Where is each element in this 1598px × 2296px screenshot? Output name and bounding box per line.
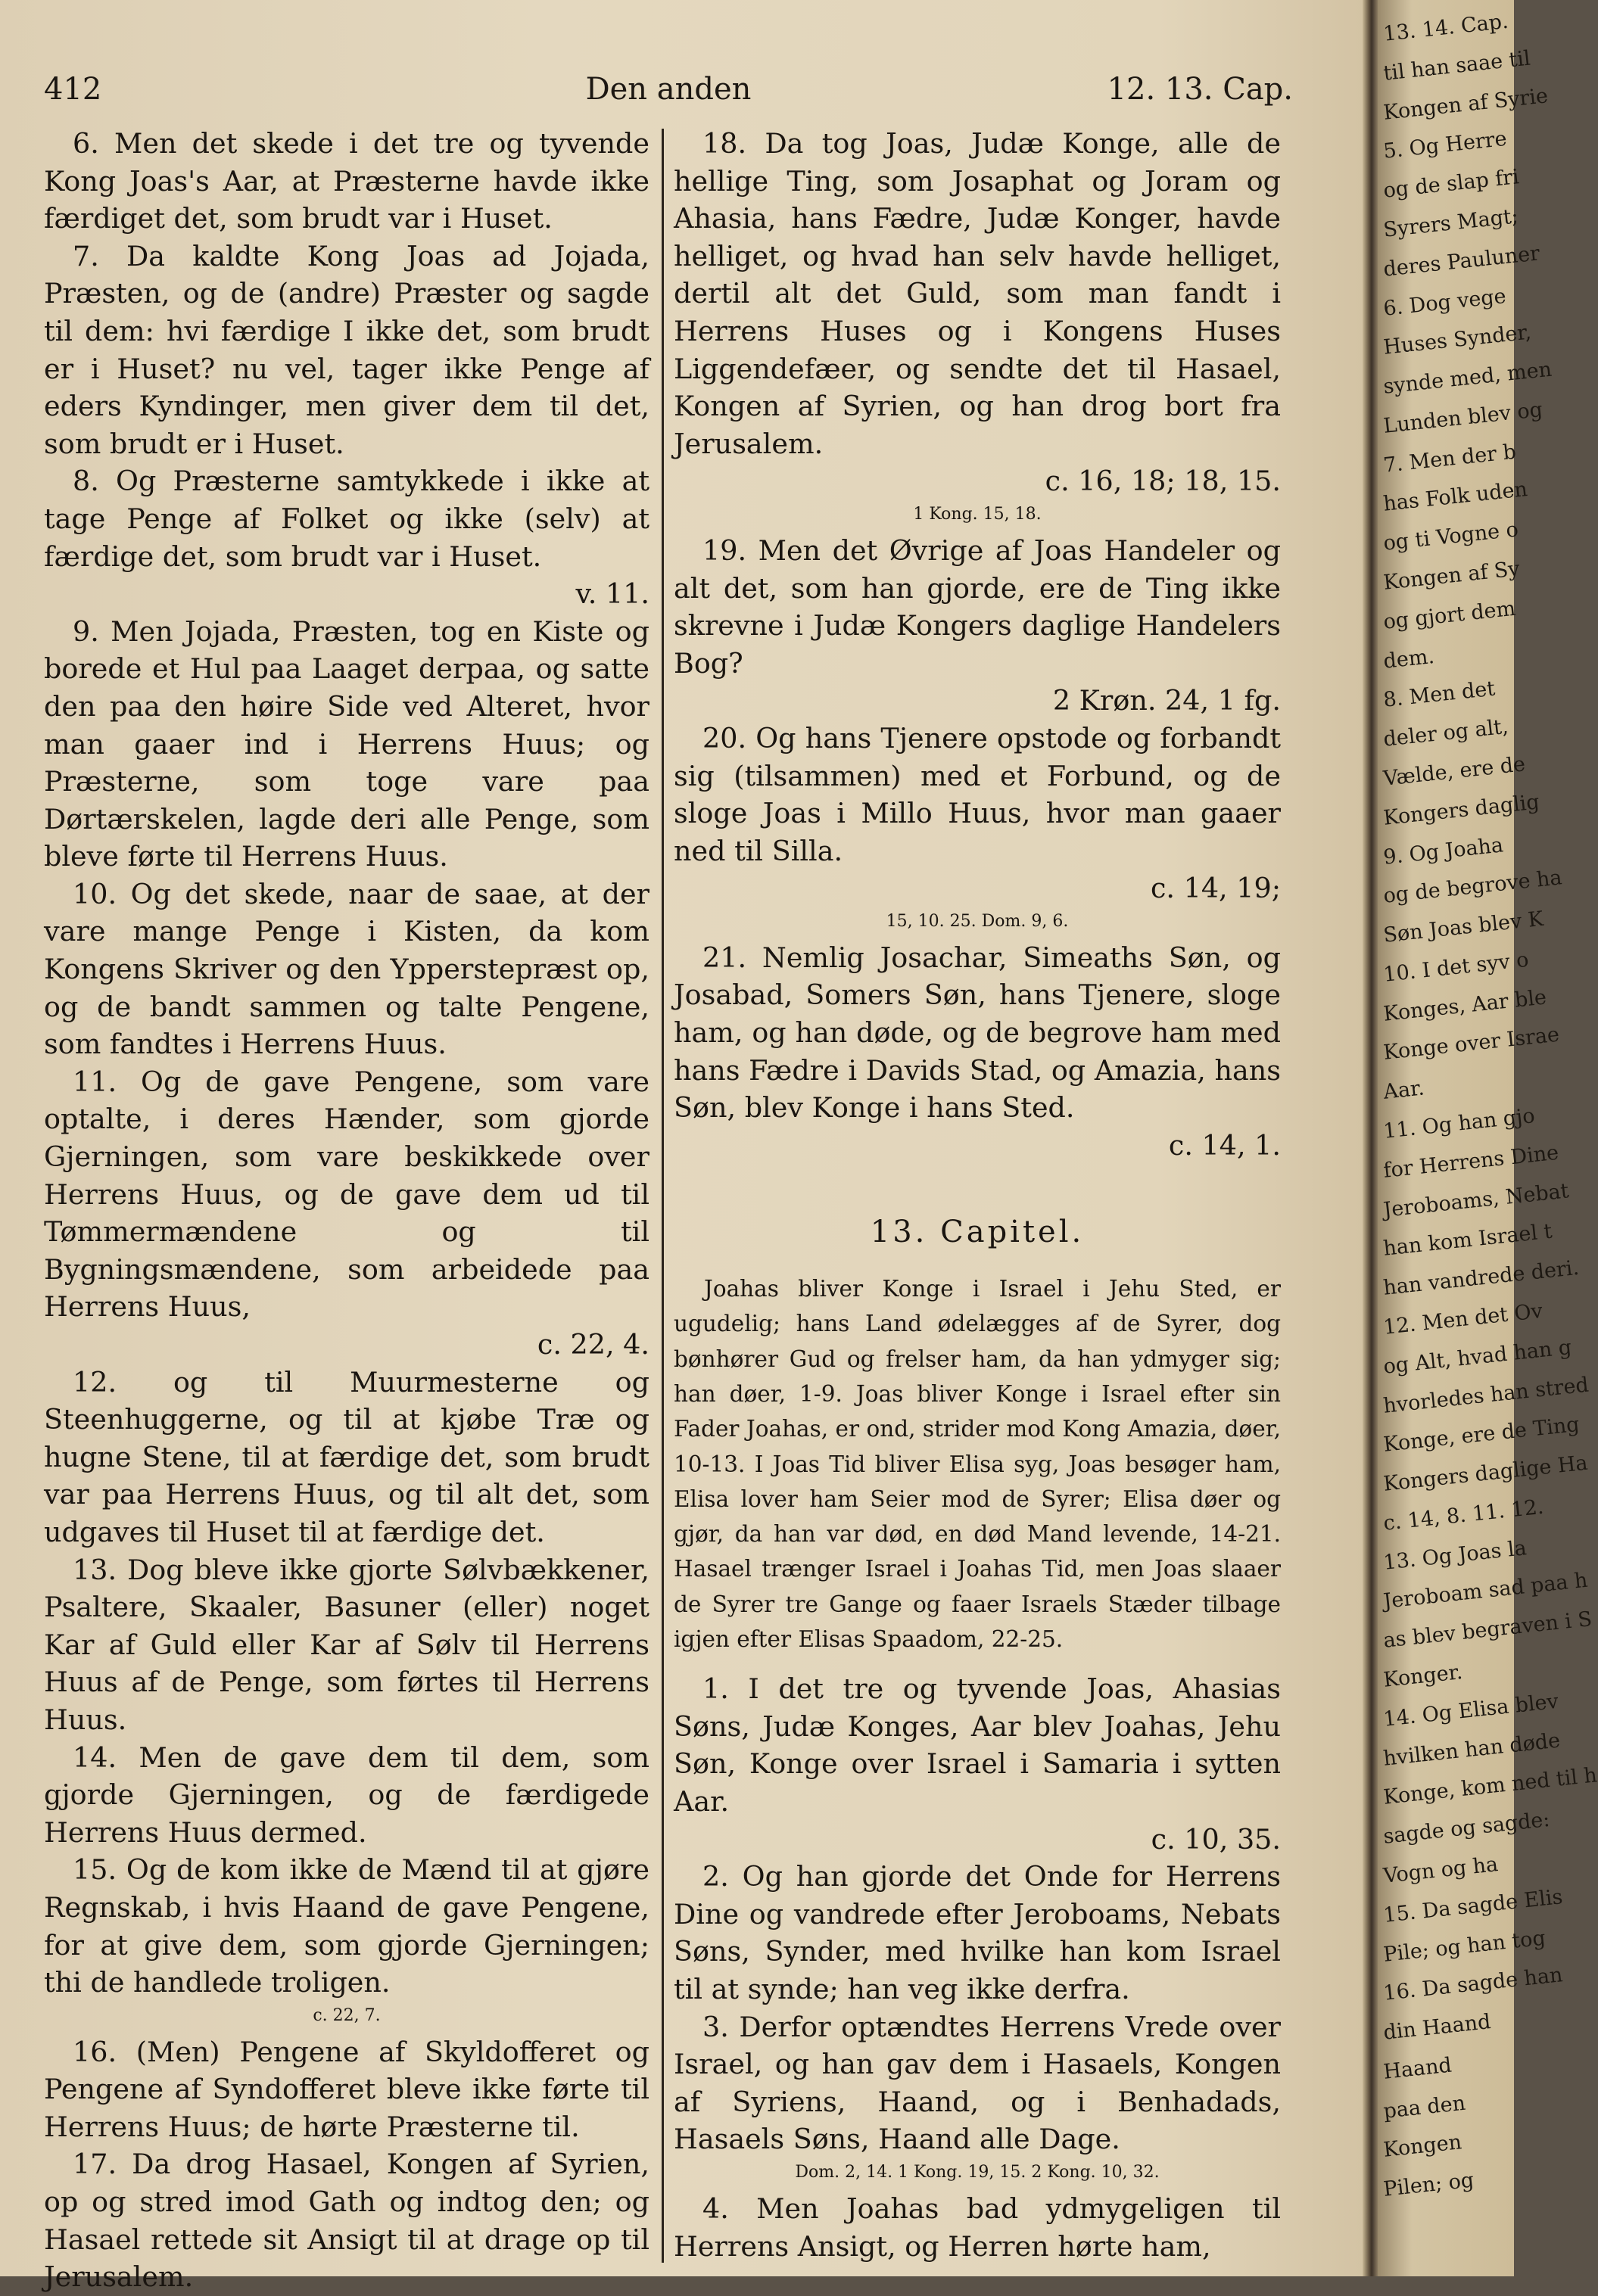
facing-page-fragment: han vandrede deri. (1382, 1256, 1581, 1300)
running-title: Den anden (585, 72, 752, 107)
facing-page-fragment: Kongen af Syrie (1382, 83, 1550, 125)
facing-page-fragment: sagde og sagde: (1382, 1808, 1551, 1849)
facing-page-fragment: Vogn og ha (1382, 1853, 1500, 1888)
facing-page-fragment: 5. Og Herre (1382, 127, 1509, 164)
facing-page-fragment: din Haand (1382, 2010, 1492, 2045)
facing-page-fragment: og ti Vogne o (1382, 518, 1520, 556)
footnote-reference: 15, 10. 25. Dom. 9, 6. (886, 911, 1069, 931)
verse: 15. Og de kom ikke de Mænd til at gjøre Regnskab, i hvis Haand de gave Pengene, for at give dem, som gjorde Gjerningen; thi de handlede troligen. (44, 1853, 649, 1999)
facing-page-fragment: 9. Og Joaha (1382, 832, 1505, 870)
facing-page-fragment: Haand (1382, 2053, 1453, 2084)
right-column-verses-ch12 (674, 125, 1281, 1164)
facing-page-edge (1378, 0, 1598, 2276)
verse: 13. Dog bleve ikke gjorte Sølvbækkener, Psaltere, Skaaler, Basuner (eller) noget Kar af Guld eller Kar af Sølv til Herrens Huus af de Penge, som førtes til Herrens Huus. (44, 1553, 649, 1736)
footnote-reference: Dom. 2, 14. 1 Kong. 19, 15. 2 Kong. 10, 32. (795, 2163, 1160, 2182)
facing-page-fragment: hvorledes han stred (1382, 1373, 1590, 1418)
verse: 14. Men de gave dem til dem, som gjorde Gjerningen, og de færdigede Herrens Huus dermed. (44, 1741, 649, 1849)
cross-reference: c. 16, 18; 18, 15. (1045, 465, 1281, 498)
footnote-reference: c. 22, 7. (313, 2005, 381, 2025)
facing-page-fragment: 16. Da sagde han (1382, 1963, 1564, 2006)
facing-page-fragment: Jeroboams, Nebat (1382, 1178, 1570, 1222)
verse: 12. og til Muurmesterne og Steenhuggerne, og til at kjøbe Træ og hugne Stene, til at færdige det, som brudt var paa Herrens Huus, og til alt det, som udgaves til Huset til at færdige det. (44, 1365, 649, 1548)
facing-page-fragment: deler og alt, (1382, 714, 1509, 751)
right-column-verses-ch13 (674, 1670, 1281, 2265)
verse: 10. Og det skede, naar de saae, at der vare mange Penge i Kisten, da kom Kongens Skriver og den Ypperstepræst op, og de bandt sammen og talte Pengene, som fandtes i Herrens Huus. (44, 877, 649, 1061)
facing-page-fragment: Konge, kom ned til h (1382, 1763, 1598, 1810)
cross-reference: c. 14, 19; (1150, 872, 1281, 905)
column-divider (662, 129, 664, 2263)
facing-page-fragment: Konge, ere de Ting (1382, 1413, 1581, 1458)
facing-page-fragment: for Herrens Dine (1382, 1140, 1560, 1183)
facing-page-fragment: Vælde, ere de (1382, 752, 1527, 791)
facing-page-fragment: 8. Men det (1382, 677, 1497, 713)
facing-page-fragment: Huses Synder, (1382, 320, 1533, 360)
facing-page-fragment: 14. Og Elisa blev (1382, 1689, 1560, 1731)
facing-page-fragment: 11. Og han gjo (1382, 1103, 1537, 1143)
facing-page-fragment: 6. Dog vege (1382, 284, 1507, 321)
verse: 7. Da kaldte Kong Joas ad Jojada, Præsten, og de (andre) Præster og sagde til dem: hvi færdige I ikke det, som brudt er i Huset? nu vel, tager ikke Penge af eders Kyndinger, men giver dem til det, som brudt er i Huset. (44, 239, 649, 460)
facing-page-fragment: til han saae til (1382, 46, 1532, 86)
verse: 1. I det tre og tyvende Joas, Ahasias Søns, Judæ Konges, Aar blev Joahas, Jehu Søn, Konge over Israel i Samaria i sytten Aar. (674, 1672, 1281, 1818)
facing-page-fragment: Konger. (1382, 1660, 1464, 1692)
facing-page-fragment: Konge over Israe (1382, 1023, 1561, 1066)
facing-page-fragment: Kongers daglige Ha (1382, 1451, 1589, 1496)
chapter-summary: Joahas bliver Konge i Israel i Jehu Sted, er ugudelig; hans Land ødelægges af de Syrer, dog bønhører Gud og frelser ham, da han ydmyger sig; han døer, 1-9. Joas bliver Konge i Israel efter sin Fader Joahas, er ond, strider mod Kong Amazia, døer, 10-13. I Joas Tid bliver Elisa syg, Joas besøger ham, Elisa lover ham Seier mod de Syrer; Elisa døer og gjør, da han var død, en død Mand levende, 14-21. Hasael trænger Israel i Joahas Tid, men Joas slaaer de Syrer tre Gange og faaer Israels Stæder tilbage igjen efter Elisas Spaadom, 22-25. (674, 1276, 1282, 1652)
verse: 20. Og hans Tjenere opstode og forbandt sig (tilsammen) med et Forbund, og de sloge Joas i Millo Huus, hvor man gaaer ned til Silla. (674, 721, 1281, 867)
cross-reference: c. 14, 1. (1168, 1128, 1281, 1162)
facing-page-fragment: Jeroboam sad paa h (1382, 1569, 1589, 1614)
facing-page-fragment: 13. 14. Cap. (1382, 9, 1510, 46)
book-gutter (1363, 0, 1378, 2276)
verse: 6. Men det skede i det tre og tyvende Kong Joas's Aar, at Præsterne havde ikke færdiget det, som brudt var i Huset. (44, 127, 649, 235)
facing-page-fragment: Syrers Magt; (1382, 204, 1520, 242)
cross-reference: v. 11. (575, 577, 649, 611)
facing-page-fragment: og de begrove ha (1382, 866, 1563, 909)
facing-page-fragment: Pile; og han tog (1382, 1926, 1547, 1967)
facing-page-fragment: Kongers daglig (1382, 790, 1541, 830)
facing-page-fragment: og de slap fri (1382, 165, 1521, 203)
facing-page-fragment: 7. Men der b (1382, 440, 1518, 478)
verse: 11. Og de gave Pengene, som vare optalte, i deres Hænder, som gjorde Gjerningen, som vare beskikkede over Herrens Huus, og de gave dem ud til Tømmermændene og til Bygningsmændene, som arbeidede paa Herrens Huus, (44, 1065, 649, 1324)
facing-page-fragment: han kom Israel t (1382, 1219, 1553, 1262)
facing-page-fragment: synde med, men (1382, 357, 1553, 399)
facing-page-fragment: has Folk uden (1382, 478, 1529, 517)
chapter-range: 12. 13. Cap. (1107, 72, 1293, 107)
facing-page-fragment: c. 14, 8. 11. 12. (1382, 1495, 1545, 1535)
verse: 19. Men det Øvrige af Joas Handeler og alt det, som han gjorde, ere de Ting ikke skrevne i Judæ Kongers daglige Handelers Bog? (674, 534, 1281, 680)
facing-page-fragment: deres Pauluner (1382, 241, 1541, 282)
facing-page-fragment: Søn Joas blev K (1382, 907, 1545, 947)
facing-page-fragment: 13. Og Joas la (1382, 1535, 1528, 1575)
cross-reference: 2 Krøn. 24, 1 fg. (1052, 684, 1281, 717)
verse: 21. Nemlig Josachar, Simeaths Søn, og Josabad, Somers Søn, hans Tjenere, sloge ham, og han døde, og de begrove ham med hans Fædre i Davids Stad, og Amazia, hans Søn, blev Konge i hans Sted. (674, 941, 1281, 1125)
verse: 4. Men Joahas bad ydmygeligen til Herrens Ansigt, og Herren hørte ham, (674, 2192, 1281, 2263)
facing-page-fragment: hvilken han døde (1382, 1728, 1562, 1771)
left-column (44, 125, 649, 2296)
running-header (44, 72, 1293, 125)
page-number: 412 (44, 72, 102, 107)
facing-page-fragment: dem. (1382, 644, 1436, 674)
facing-page-fragment: og gjort dem (1382, 596, 1517, 634)
facing-page-fragment: Lunden blev og (1382, 397, 1544, 438)
verse: 8. Og Præsterne samtykkede i ikke at tage Penge af Folket og ikke (selv) at færdige det, som brudt var i Huset. (44, 465, 649, 573)
facing-page-fragment: paa den (1382, 2091, 1467, 2123)
verse: 18. Da tog Joas, Judæ Konge, alle de hellige Ting, som Josaphat og Joram og Ahasia, hans Fædre, Judæ Konger, havde helliget, og hvad han selv havde helliget, dertil alt det Guld, som man fandt i Herrens Huses og i Kongens Huses Liggendefæer, og sendte det til Hasael, Kongen af Syrien, og han drog bort fra Jerusalem. (674, 127, 1281, 460)
facing-page-fragment: Konges, Aar ble (1382, 985, 1548, 1026)
verse: 3. Derfor optændtes Herrens Vrede over Israel, og han gav dem i Hasaels, Kongen af Syriens, Haand, og i Benhadads, Hasaels Søns, Haand alle Dage. (674, 2010, 1281, 2156)
facing-page-fragment: 15. Da sagde Elis (1382, 1884, 1564, 1927)
verse: 9. Men Jojada, Præsten, tog en Kiste og borede et Hul paa Laaget derpaa, og satte den paa den høire Side ved Alteret, hvor man gaaer ind i Herrens Huus; og Præsterne, som toge vare paa Dørtærskelen, lagde deri alle Penge, som bleve førte til Herrens Huus. (44, 614, 649, 873)
right-column (674, 125, 1281, 2265)
facing-page-fragment: Aar. (1382, 1076, 1426, 1105)
verse: 16. (Men) Pengene af Skyldofferet og Pengene af Syndofferet bleve ikke førte til Herrens Huus; de hørte Præsterne til. (44, 2035, 649, 2143)
facing-page-fragment: Kongen (1382, 2130, 1463, 2163)
footnote-reference: 1 Kong. 15, 18. (913, 504, 1042, 524)
cross-reference: c. 10, 35. (1151, 1822, 1281, 1856)
facing-page-fragment: 12. Men det Ov (1382, 1299, 1544, 1339)
chapter-heading: 13. Capitel. (870, 1215, 1085, 1250)
verse: 2. Og han gjorde det Onde for Herrens Dine og vandrede efter Jeroboams, Nebats Søns, Synder, med hvilke han kom Israel til at synde; han veg ikke derfra. (674, 1860, 1281, 2006)
verse: 17. Da drog Hasael, Kongen af Syrien, op og stred imod Gath og indtog den; og Hasael rettede sit Ansigt til at drage op til Jerusalem. (44, 2148, 649, 2294)
cross-reference: c. 22, 4. (537, 1328, 649, 1361)
facing-page-fragment: as blev begraven i S (1382, 1607, 1593, 1654)
facing-page-fragment: Pilen; og (1382, 2168, 1475, 2202)
facing-page-fragment: Kongen af Sy (1382, 557, 1522, 595)
facing-page-fragment: 10. I det syv o (1382, 947, 1530, 987)
facing-page-fragment: og Alt, hvad han g (1382, 1335, 1573, 1379)
